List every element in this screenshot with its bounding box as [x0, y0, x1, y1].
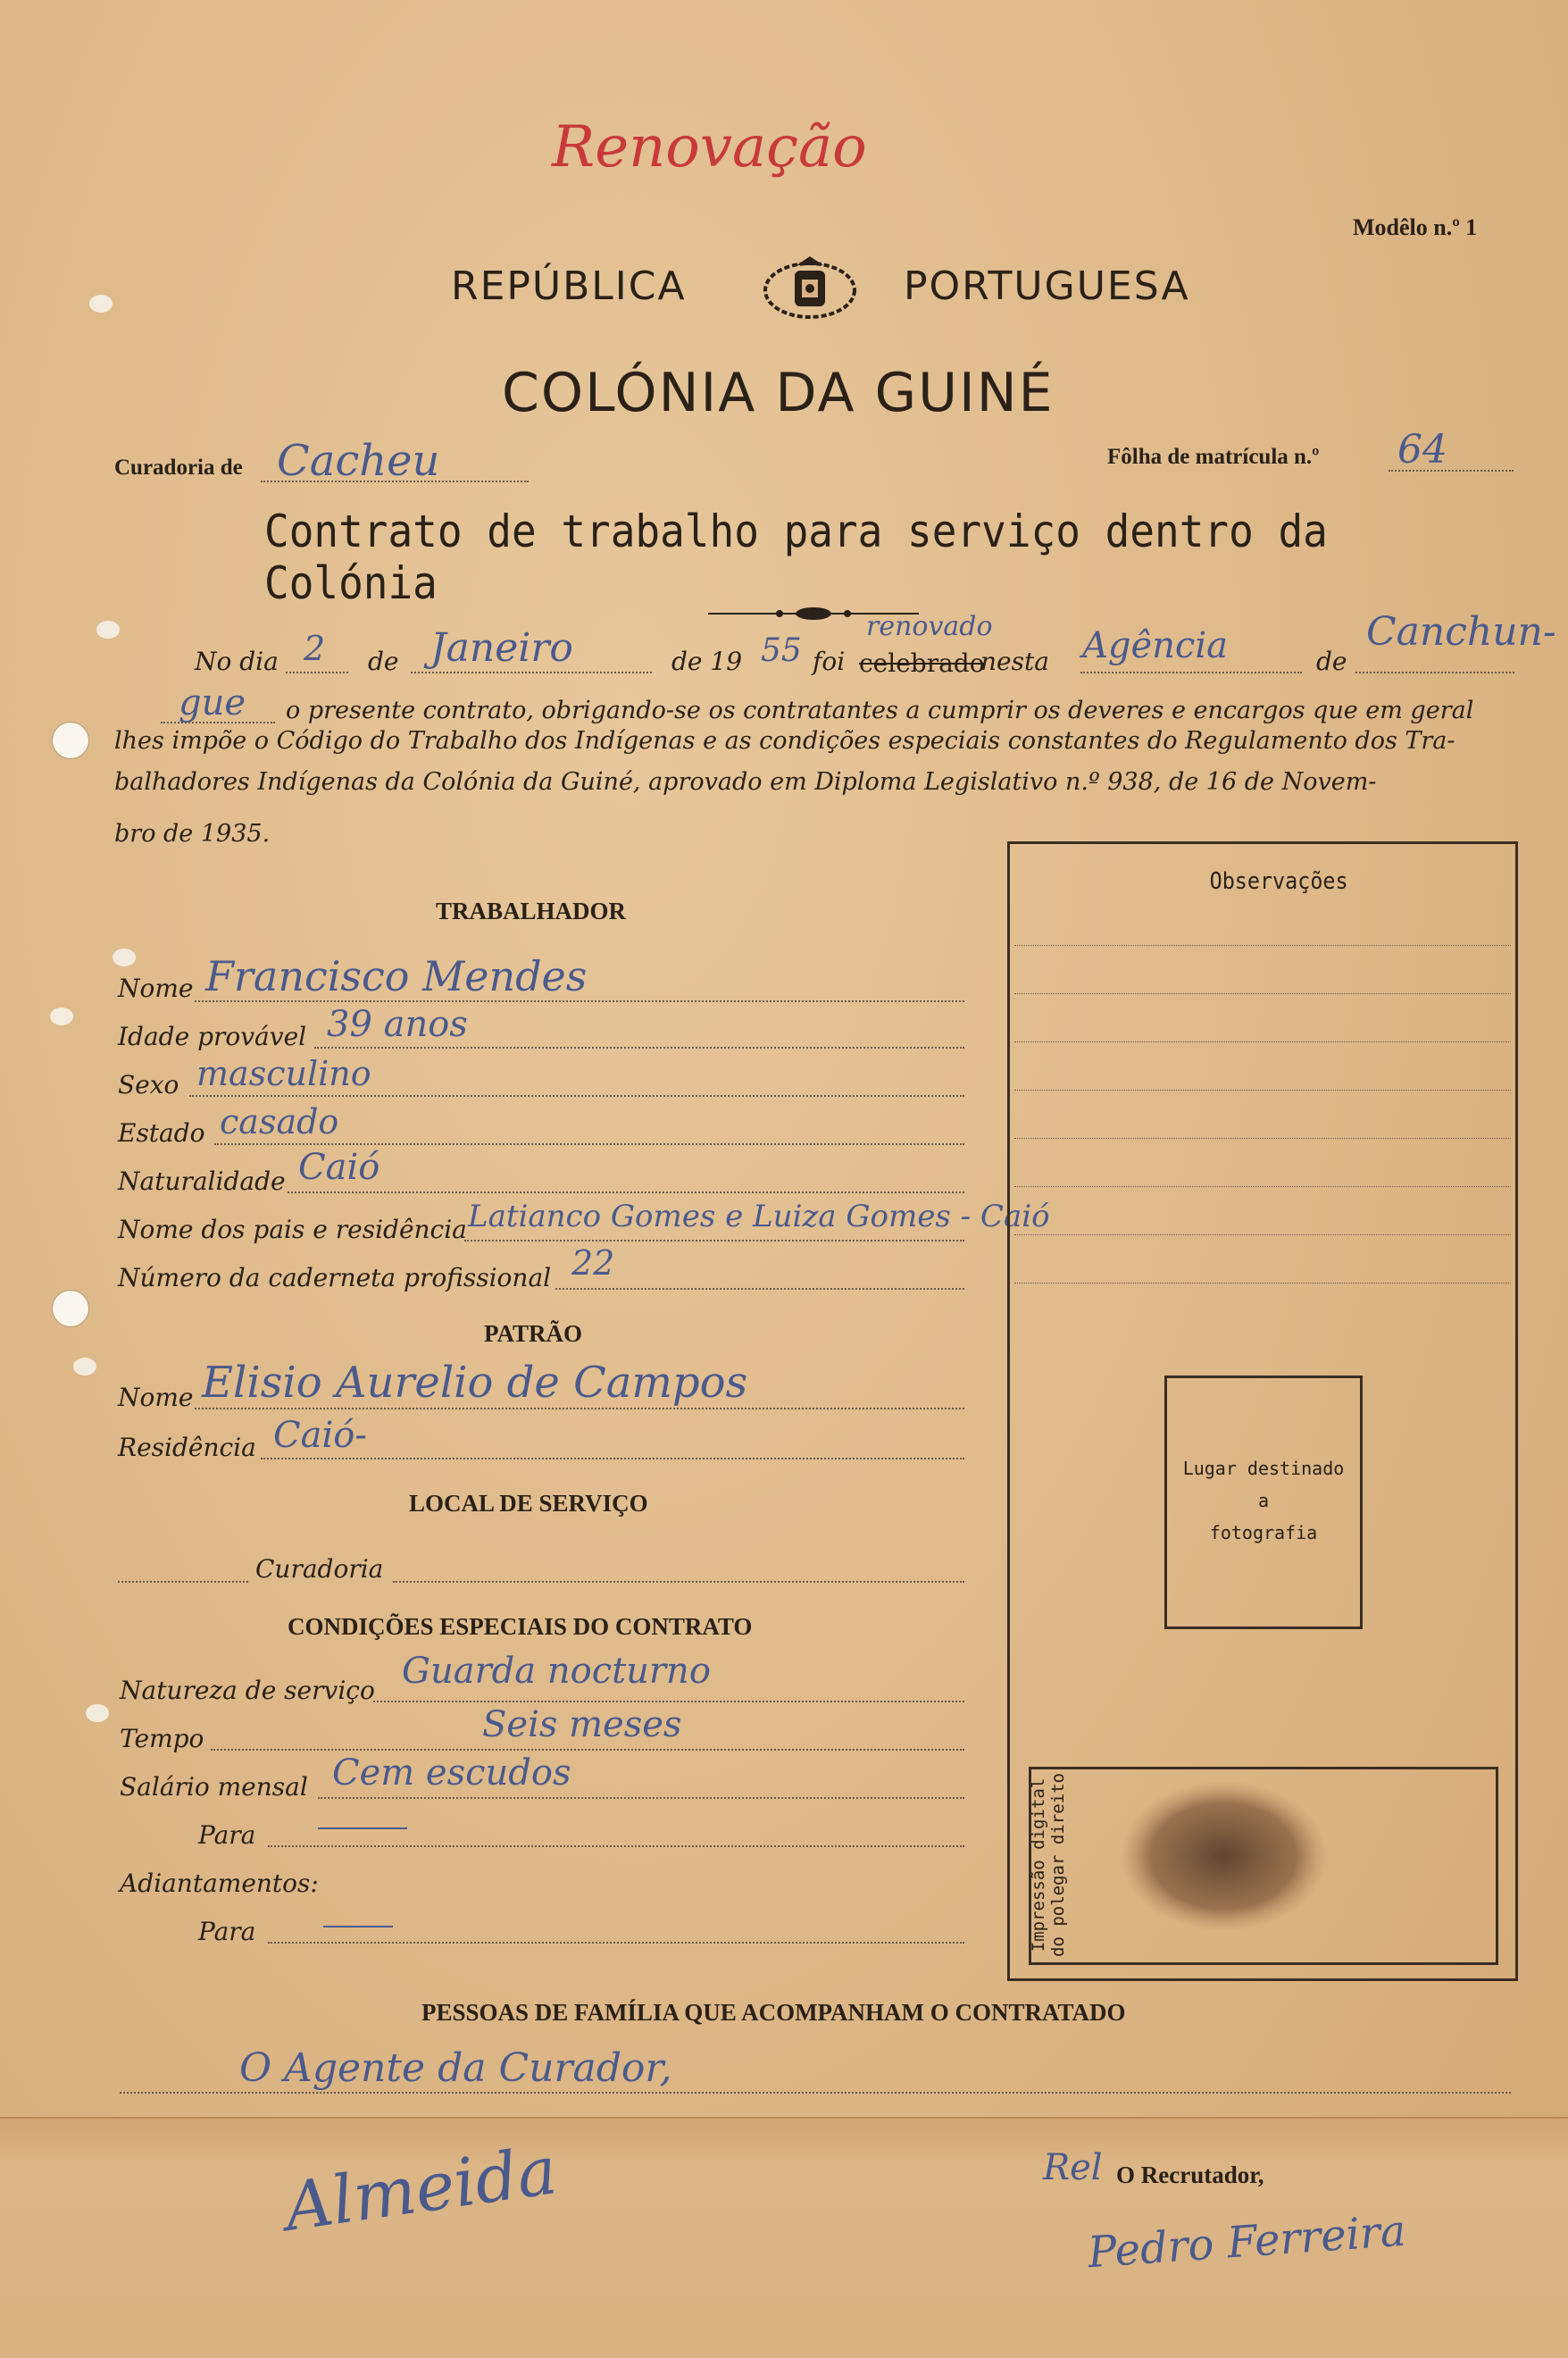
- intro-line-3: balhadores Indígenas da Colónia da Guiné, aprovado em Diploma Legislativo n.º 938, de 16 de Novem-: [114, 768, 1377, 796]
- local-curadoria-label: Curadoria: [255, 1554, 384, 1584]
- observacoes-line: [1014, 1041, 1511, 1042]
- residencia-label: Residência: [118, 1433, 256, 1462]
- salario-value: Cem escudos: [332, 1752, 571, 1794]
- colony-title: COLÓNIA DA GUINÉ: [502, 362, 1055, 424]
- natureza-label: Natureza de serviço: [120, 1676, 375, 1705]
- estado-value: casado: [220, 1102, 339, 1141]
- month-value: Janeiro: [430, 625, 573, 671]
- pais-line: [464, 1240, 964, 1242]
- signature-right: Pedro Ferreira: [1086, 2205, 1408, 2279]
- day-value: 2: [304, 629, 326, 668]
- folha-label: Fôlha de matrícula n.º: [1107, 445, 1320, 469]
- tempo-label: Tempo: [120, 1724, 204, 1753]
- recrutador-label: O Recrutador,: [1116, 2162, 1264, 2188]
- no-dia-label: No dia: [195, 647, 279, 676]
- idade-value: 39 anos: [327, 1004, 468, 1045]
- month-line: [411, 672, 652, 673]
- republic-left: REPÚBLICA: [451, 263, 687, 309]
- punch-hole: [113, 949, 136, 966]
- sexo-label: Sexo: [118, 1070, 179, 1100]
- agente-hand: O Agente da Curador,: [239, 2045, 672, 2091]
- idade-label: Idade provável: [118, 1022, 307, 1051]
- year-value: 55: [761, 632, 802, 669]
- local-heading: LOCAL DE SERVIÇO: [409, 1490, 648, 1517]
- thumbprint-icon: [1116, 1777, 1330, 1938]
- naturalidade-line: [288, 1192, 964, 1193]
- renovado-hand: renovado: [866, 611, 993, 642]
- city-line: [1355, 672, 1514, 673]
- sexo-line: [189, 1095, 964, 1097]
- local-curadoria-line: [393, 1581, 964, 1583]
- local-pre-line: [118, 1581, 248, 1583]
- intro-line-2: lhes impõe o Código do Trabalho dos Indígenas e as condições especiais constantes do Regulamento dos Tra-: [114, 727, 1455, 755]
- para1-label: Para: [198, 1820, 256, 1850]
- pais-value: Latianco Gomes e Luiza Gomes - Caió: [468, 1199, 1050, 1234]
- para2-line: [268, 1942, 964, 1944]
- estado-line: [214, 1143, 964, 1145]
- familia-heading: PESSOAS DE FAMÍLIA QUE ACOMPANHAM O CONTRATADO: [421, 1999, 1126, 2026]
- familia-line: [120, 2092, 1511, 2094]
- punch-hole: [89, 295, 113, 313]
- adiantamentos-label: Adiantamentos:: [120, 1869, 319, 1898]
- natureza-value: Guarda nocturno: [402, 1651, 711, 1692]
- celebrado-label: celebrado: [859, 648, 985, 678]
- caderneta-value: 22: [571, 1243, 615, 1283]
- thumb-line-1: Impressão digital: [1029, 1777, 1048, 1952]
- nome-label: Nome: [118, 974, 194, 1003]
- intro-line-1: o presente contrato, obrigando-se os contratantes a cumprir os deveres e encargos que em geral: [286, 697, 1474, 724]
- residencia-line: [261, 1458, 964, 1459]
- thumbprint-label: [1029, 1767, 1068, 1963]
- curadoria-value: Cacheu: [277, 436, 440, 486]
- signature-left: Almeida: [279, 2132, 562, 2246]
- natureza-line: [373, 1701, 964, 1702]
- punch-hole: [52, 1290, 89, 1327]
- naturalidade-label: Naturalidade: [118, 1166, 286, 1196]
- trabalhador-heading: TRABALHADOR: [436, 898, 627, 924]
- photo-line-3: fotografia: [1209, 1522, 1318, 1543]
- patrao-nome-value: Elisio Aurelio de Campos: [202, 1358, 748, 1408]
- caderneta-label: Número da caderneta profissional: [118, 1263, 552, 1292]
- republic-right: PORTUGUESA: [904, 263, 1190, 309]
- photo-line-2: a: [1257, 1490, 1270, 1511]
- punch-hole: [50, 1008, 73, 1025]
- year-prefix: de 19: [671, 647, 743, 676]
- observacoes-line: [1014, 1234, 1511, 1235]
- model-number: Modêlo n.º 1: [1353, 214, 1478, 240]
- contract-title: Contrato de trabalho para serviço dentro da Colónia: [264, 506, 1328, 609]
- para1-dash: [318, 1827, 407, 1829]
- observacoes-label: Observações: [1209, 868, 1348, 895]
- patrao-nome-label: Nome: [118, 1383, 194, 1412]
- sexo-value: masculino: [196, 1054, 371, 1093]
- observacoes-line: [1014, 993, 1511, 994]
- punch-hole: [86, 1704, 109, 1722]
- patrao-nome-line: [195, 1408, 964, 1409]
- punch-hole: [52, 722, 89, 759]
- de2-label: de: [1316, 647, 1347, 676]
- photo-line-1: Lugar destinado: [1182, 1458, 1345, 1479]
- tempo-value: Seis meses: [482, 1704, 682, 1745]
- photo-box-text: [1164, 1452, 1363, 1549]
- para2-label: Para: [198, 1917, 256, 1946]
- observacoes-line: [1014, 1283, 1511, 1284]
- folha-value: 64: [1397, 427, 1447, 472]
- residencia-value: Caió-: [273, 1415, 367, 1456]
- curadoria-label: Curadoria de: [114, 456, 243, 480]
- city-value-2: gue: [179, 682, 246, 723]
- intro-line-4: bro de 1935.: [114, 820, 271, 848]
- estado-label: Estado: [118, 1118, 205, 1148]
- coat-of-arms-icon: [761, 253, 859, 324]
- idade-line: [314, 1047, 964, 1049]
- thumb-line-2: do polegar direito: [1048, 1773, 1068, 1957]
- recrutador-prefix: Rel: [1043, 2147, 1103, 2188]
- salario-line: [318, 1797, 964, 1799]
- foi-label: foi: [813, 647, 846, 676]
- place-value: Agência: [1082, 625, 1228, 666]
- pais-label: Nome dos pais e residência: [118, 1215, 467, 1244]
- para2-dash: [323, 1926, 393, 1927]
- handwritten-renovacao: Renovação: [552, 114, 867, 180]
- tempo-line: [211, 1749, 964, 1751]
- punch-hole: [73, 1358, 96, 1376]
- observacoes-line: [1014, 1090, 1511, 1091]
- nome-line: [195, 1000, 964, 1002]
- day-line: [286, 672, 348, 673]
- naturalidade-value: Caió: [298, 1147, 380, 1188]
- observacoes-line: [1014, 945, 1511, 946]
- observacoes-line: [1014, 1186, 1511, 1187]
- observacoes-line: [1014, 1138, 1511, 1139]
- de1-label: de: [368, 647, 399, 676]
- place-line: [1080, 672, 1302, 673]
- patrao-heading: PATRÃO: [484, 1320, 582, 1347]
- caderneta-line: [555, 1288, 964, 1290]
- para1-line: [268, 1845, 964, 1847]
- condicoes-heading: CONDIÇÕES ESPECIAIS DO CONTRATO: [288, 1613, 753, 1640]
- punch-hole: [96, 621, 120, 639]
- city-value-1: Canchun-: [1366, 609, 1556, 655]
- salario-label: Salário mensal: [120, 1772, 308, 1802]
- nome-value: Francisco Mendes: [205, 952, 588, 1000]
- nesta-label: nesta: [980, 647, 1049, 676]
